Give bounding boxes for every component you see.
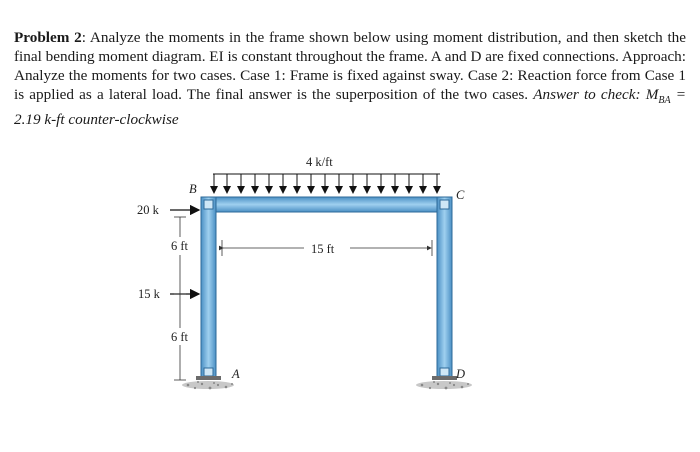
load-20k-label: 20 k	[137, 203, 159, 217]
node-label-b: B	[189, 182, 197, 196]
column-ab	[201, 197, 216, 378]
node-label-a: A	[232, 367, 240, 381]
answer-subscript: BA	[658, 95, 671, 107]
answer-label: Answer to check: M	[533, 86, 659, 103]
problem-heading: Problem 2	[14, 29, 82, 46]
joint-details	[204, 200, 449, 376]
node-label-c: C	[456, 188, 465, 202]
dim-lower-label: 6 ft	[171, 330, 189, 344]
load-15k-label: 15 k	[138, 287, 160, 301]
answer-value: = 2.19 k-ft counter-clockwise	[14, 86, 687, 129]
span-label: 15 ft	[311, 242, 335, 256]
base-plate-a	[196, 376, 221, 380]
distributed-load	[213, 174, 440, 193]
dim-upper-label: 6 ft	[171, 239, 189, 253]
distributed-load-label: 4 k/ft	[306, 155, 333, 169]
ground-a	[182, 381, 234, 389]
column-cd	[437, 197, 452, 378]
beam-bc	[201, 197, 452, 212]
base-plate-d	[432, 376, 457, 380]
problem-text: : Analyze the moments in the frame shown below using moment distribution, and then sketch the final bending moment diagram. EI is constant throughout the frame. A and D are fixed connections. Approach: Analyze the moments for two cases. Case 1: Frame is fixed against sway. Case 2: Reaction force from Case 1 is applied as a lateral load. The final answer is the superposition of the two cases.	[14, 29, 686, 103]
node-label-d: D	[456, 367, 466, 381]
ground-d	[416, 381, 472, 389]
